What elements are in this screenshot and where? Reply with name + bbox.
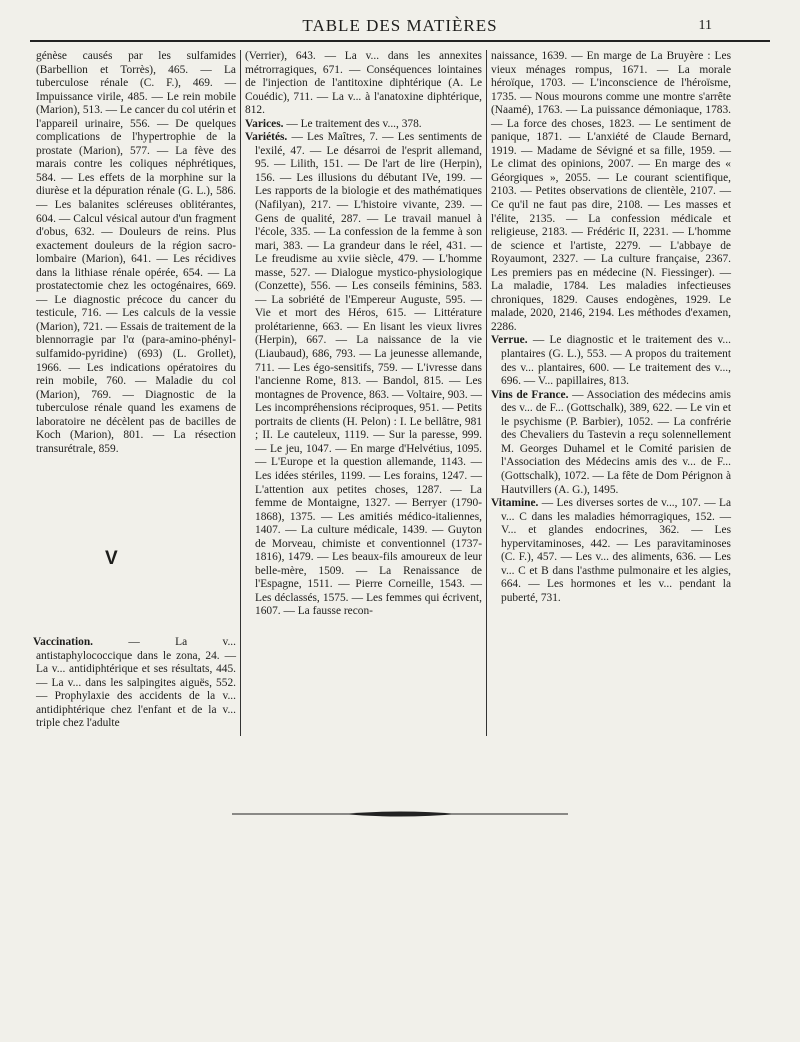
- entry-head-varietes: Variétés.: [245, 131, 288, 144]
- column-2: [245, 50, 482, 619]
- column-3: [491, 50, 731, 605]
- entry-vins: [491, 389, 731, 497]
- entry-body-verrue: — Le diagnostic et le traitement des v... plantaires (G. L.), 553. — A propos du traitement des v... plantaires, 600. — Le traitement des v..., 696. — V... papillaires, 813.: [501, 334, 731, 388]
- entry-head-varices: Varices.: [245, 117, 284, 130]
- column-1-text: génèse causés par les sulfamides (Barbellion et Torrès), 465. — La tuberculose rénale (C. F.), 469. — Impuissance virile, 485. — Le rein mobile (Marion), 513. — Le cancer du col utérin et l'appareil urinaire, 556. — De quelques complications de l'hypertrophie de la prostate (Marion), 577. — La fève des marais contre les coliques néphrétiques, 584. — Les effets de la morphine sur la diurèse et la dépuration rénale (G. L.), 586. — Les balanites scléreuses oblitérantes, 604. — Calcul vésical autour d'un fragment d'obus, 632. — Douleurs de reins. Plus exactement douleurs de la région sacro-lombaire (Marion), 641. — Les récidives dans la lithiase rénale opérée, 654. — La prostatectomie chez les octogénaires, 669. — Le diagnostic précoce du cancer du testicule, 716. — Les calculs de la vessie (Marion), 721. — Essais de traitement de la blennorragie par l'α (para-amino-phényl-sulfamido-pyridine) (693) (L. Grollet), 1966. — Les indications opératoires du rein mobile, 760. — Maladie du col (Marion), 769. — Diagnostic de la tuberculose rénale quand les examens de laboratoire ne décèlent pas de bacilles de Koch (Marion), 801. — La résection transurétrale, 859.: [36, 50, 236, 455]
- fleuron-ornament-icon: [232, 809, 568, 819]
- entry-head-vitamine: Vitamine.: [491, 497, 539, 510]
- column-1: [36, 50, 236, 456]
- section-letter: V: [105, 548, 118, 569]
- vaccination-entry: [6, 636, 236, 731]
- page-header: [0, 14, 800, 42]
- entry-body-vitamine: — Les diverses sortes de v..., 107. — La v... C dans les maladies hémorragiques, 152. — V... et glandes endocrines, 362. — Les hypervitaminoses, 442. — Les paravitaminoses (C. F.), 457. — Les v... des aliments, 636. — Les v... C et B dans l'asthme pulmonaire et les algies, 664. — Les hormones et les v... pendant la puberté, 731.: [501, 497, 731, 604]
- entry-verrue: [491, 334, 731, 388]
- column-separator-2: [486, 50, 487, 736]
- entry-body-varices: — Le traitement des v..., 378.: [286, 117, 422, 130]
- column-3-start: naissance, 1639. — En marge de La Bruyère : Les vieux ménages rompus, 1671. — La morale héroïque, 1703. — L'inconscience de l'héroïsme, 1735. — Nous mourons comme une montre s'arrête (Naamé), 1763. — La puissance démoniaque, 1783. — La force des choses, 1823. — Le sentiment de panique, 1871. — L'anxiété de Claude Bernard, 1919. — Madame de Sévigné et sa fille, 1959. — Le climat des opinions, 2007. — En marge des « Géorgiques », 2055. — Le courant scientifique, 2103. — Petites observations de clientèle, 2107. — Ce qu'il ne faut pas dire, 2108. — Les masses et l'élite, 2135. — La confession médicale et religieuse, 2183. — Frédéric II, 2231. — L'homme de science et l'artiste, 2279. — L'abbaye de Royaumont, 2327. — La culture française, 2367. Les premiers pas en médecine (N. Fiessinger). — La maladie, 1784. Les maladies infectieuses chroniques, 1829. Causes endogènes, 1929. Le malade, 2020, 2146, 2194. Les méthodes d'examen, 2286.: [491, 50, 731, 333]
- page-title: TABLE DES MATIÈRES: [302, 16, 498, 35]
- entry-vitamine: [491, 497, 731, 605]
- entry-body-varietes: — Les Maîtres, 7. — Les sentiments de l'exilé, 47. — Le désarroi de l'esprit allemand, 95. — Lilith, 151. — De l'art de lire (Herpin), 156. — Les illusions du débutant IVe, 199. — Les rapports de la biologie et des mathématiques (Nafilyan), 217. — L'histoire vivante, 239. — Gens de qualité, 287. — Le travail manuel à l'école, 335. — La confession de la femme à son mari, 383. — La grandeur dans le réel, 431. — Le freudisme au xviie siècle, 479. — L'homme masse, 527. — Dialogue mystico-physiologique (Conzette), 556. — Les conseils féminins, 583. — La sobriété de l'Empereur Auguste, 595. — Vie et mort des Héros, 615. — Littérature prolétarienne, 663. — En lisant les vieux livres (Herpin), 667. — La naissance de la vie (Liaubaud), 686, 793. — La jeunesse allemande, 711. — Les égo-sensitifs, 759. — L'ivresse dans l'ancienne Rome, 813. — Bandol, 815. — Les montagnes de Provence, 863. — Voltaire, 903. — Les incompréhensions réciproques, 951. — Petits portraits de clients (H. Pelon) : I. Le bellâtre, 981 ; II. Le cauteleux, 1119. — Sur la paresse, 999. — Le jeu, 1047. — En marge d'Helvétius, 1095. — L'Europe et la question allemande, 1143. — Les idées stériles, 1199. — Les forains, 1247. — L'attention aux petites choses, 1287. — La femme de Montaigne, 1327. — Berryer (1790-1868), 1375. — Les amitiés médico-italiennes, 1407. — La culture médicale, 1439. — Guyton de Morveau, chimiste et conventionnel (1737-1816), 1479. — Les beaux-fils amoureux de leur belle-mère, 1509. — La Renaissance de l'Espagne, 1511. — Pierre Corneille, 1543. — Les déclassés, 1575. — Les femmes qui écrivent, 1607. — La fausse recon-: [255, 131, 482, 618]
- entry-varietes: [245, 131, 482, 619]
- entry-body-vaccination: — La v... antistaphylococcique dans le zona, 24. — La v... antidiphtérique et ses résultats, 445. — La v... dans les salpingites aiguës, 552. — Prophylaxie des accidents de la v... antidiphtérique chez l'enfant et de la v... triple chez l'adulte: [36, 636, 236, 730]
- page-number: 11: [698, 18, 712, 33]
- column-separator-1: [240, 50, 241, 736]
- column-2-start: (Verrier), 643. — La v... dans les annexites métrorragiques, 671. — Conséquences lointaines de l'injection de l'antitoxine diphtérique (A. Le Couédic), 711. — La v... à l'anatoxine diphtérique, 812.: [245, 50, 482, 117]
- header-rule: [30, 40, 770, 42]
- entry-head-vins: Vins de France.: [491, 388, 569, 401]
- entry-varices: [245, 118, 482, 132]
- entry-body-vins: — Association des médecins amis des v... de F... (Gottschalk), 389, 622. — Le vin et le psychisme (P. Barbier), 1052. — La confrérie des Chevaliers du Tastevin a reçu solennellement M. Georges Duhamel et le Comité parisien de l'Association des Médecins amis des v... de F... (Gottschalk), 1072. — La fête de Dom Pérignon à Hautvillers (A. G.), 1495.: [501, 388, 731, 496]
- entry-head-verrue: Verrue.: [491, 334, 528, 347]
- entry-head-vaccination: Vaccination.: [33, 636, 94, 648]
